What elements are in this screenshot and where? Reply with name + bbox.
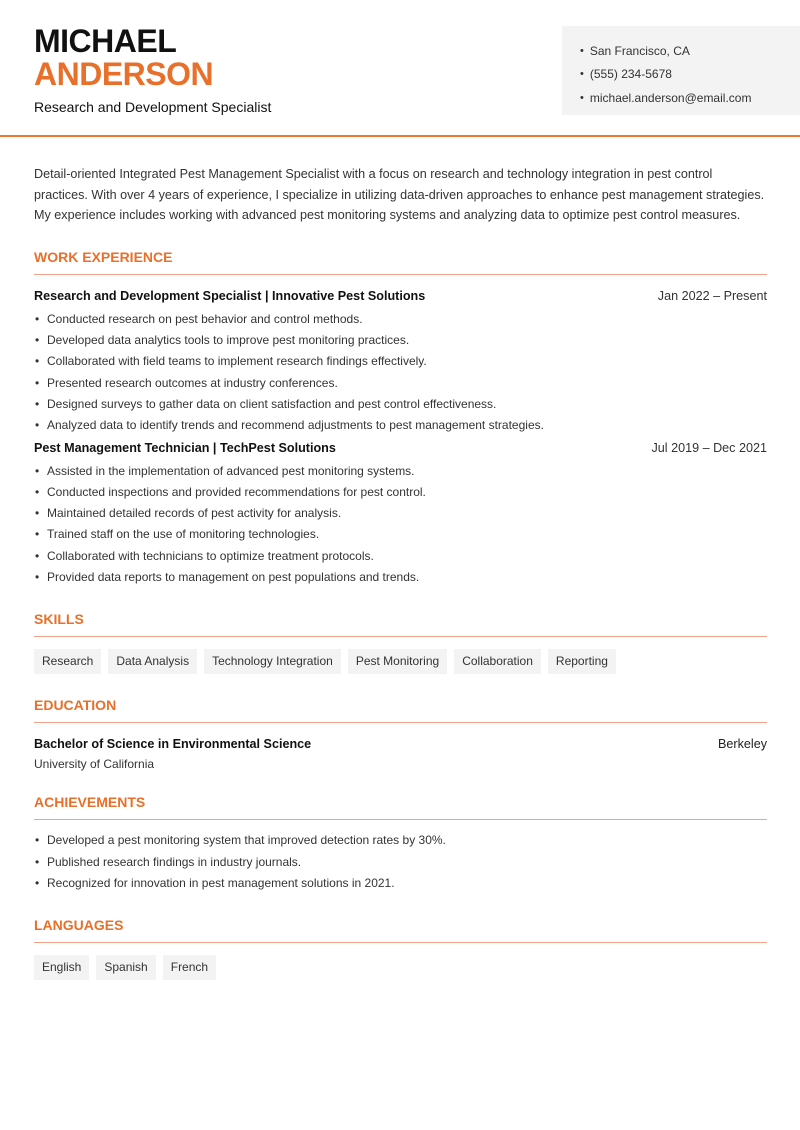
list-item: • Published research findings in industry journals. [34,852,767,873]
skill-tag: Research [34,649,101,674]
job-title: Research and Development Specialist [34,99,272,115]
list-item: • Designed surveys to gather data on client satisfaction and pest control effectiveness. [34,394,767,415]
degree: Bachelor of Science in Environmental Science [34,737,312,752]
job-header [34,289,767,303]
contact-email[interactable]: • michael.anderson@email.com [580,86,800,110]
education-entry [34,737,767,751]
list-item: • Provided data reports to management on pest populations and trends. [34,567,767,588]
section-heading-achievements: ACHIEVEMENTS [34,794,767,820]
list-item: • Assisted in the implementation of advanced pest monitoring systems. [34,461,767,482]
list-item: • Trained staff on the use of monitoring technologies. [34,524,767,545]
language-tag: Spanish [96,955,155,980]
languages-list [34,955,767,980]
list-item: • Collaborated with field teams to implement research findings effectively. [34,351,767,372]
skill-tag: Technology Integration [204,649,341,674]
achievements-list [34,830,767,894]
skill-tag: Reporting [548,649,616,674]
language-tag: French [163,955,216,980]
last-name: ANDERSON [34,56,214,92]
job-bullets [34,309,767,437]
list-item: • Analyzed data to identify trends and recommend adjustments to pest management strategies. [34,415,767,436]
section-heading-languages: LANGUAGES [34,917,767,943]
education-location: Berkeley [718,737,767,752]
summary: Detail-oriented Integrated Pest Management Specialist with a focus on research and technology integration in pest control practices. With over 4 years of experience, I specialize in utilizing data-driven approaches to enhance pest management strategies. My experience includes working with advanced pest monitoring systems and analyzing data to optimize pest control measures. [34,167,765,223]
skills-list [34,649,767,674]
skill-tag: Collaboration [454,649,541,674]
job-header [34,441,767,455]
list-item: • Conducted research on pest behavior and control methods. [34,309,767,330]
list-item: • Conducted inspections and provided recommendations for pest control. [34,482,767,503]
job-title: Pest Management Technician | TechPest Solutions [34,440,336,455]
job-dates: Jan 2022 – Present [657,288,767,303]
list-item: • Presented research outcomes at industry conferences. [34,373,767,394]
contact-location: • San Francisco, CA [580,39,800,63]
skill-tag: Data Analysis [108,649,197,674]
school-name: University of California [34,757,155,772]
resume-header [0,0,800,137]
list-item: • Developed a pest monitoring system that improved detection rates by 30%. [34,830,767,851]
section-heading-skills: SKILLS [34,611,767,637]
contact-box [562,26,800,115]
language-tag: English [34,955,89,980]
job-title: Research and Development Specialist | Innovative Pest Solutions [34,288,426,303]
list-item: • Recognized for innovation in pest management solutions in 2021. [34,873,767,894]
section-heading-work: WORK EXPERIENCE [34,249,767,275]
job-dates: Jul 2019 – Dec 2021 [651,440,767,455]
first-name: MICHAEL [34,23,177,59]
contact-phone: • (555) 234-5678 [580,63,800,87]
list-item: • Maintained detailed records of pest activity for analysis. [34,503,767,524]
section-heading-education: EDUCATION [34,697,767,723]
job-bullets [34,461,767,589]
list-item: • Developed data analytics tools to improve pest monitoring practices. [34,330,767,351]
skill-tag: Pest Monitoring [348,649,447,674]
list-item: • Collaborated with technicians to optimize treatment protocols. [34,546,767,567]
